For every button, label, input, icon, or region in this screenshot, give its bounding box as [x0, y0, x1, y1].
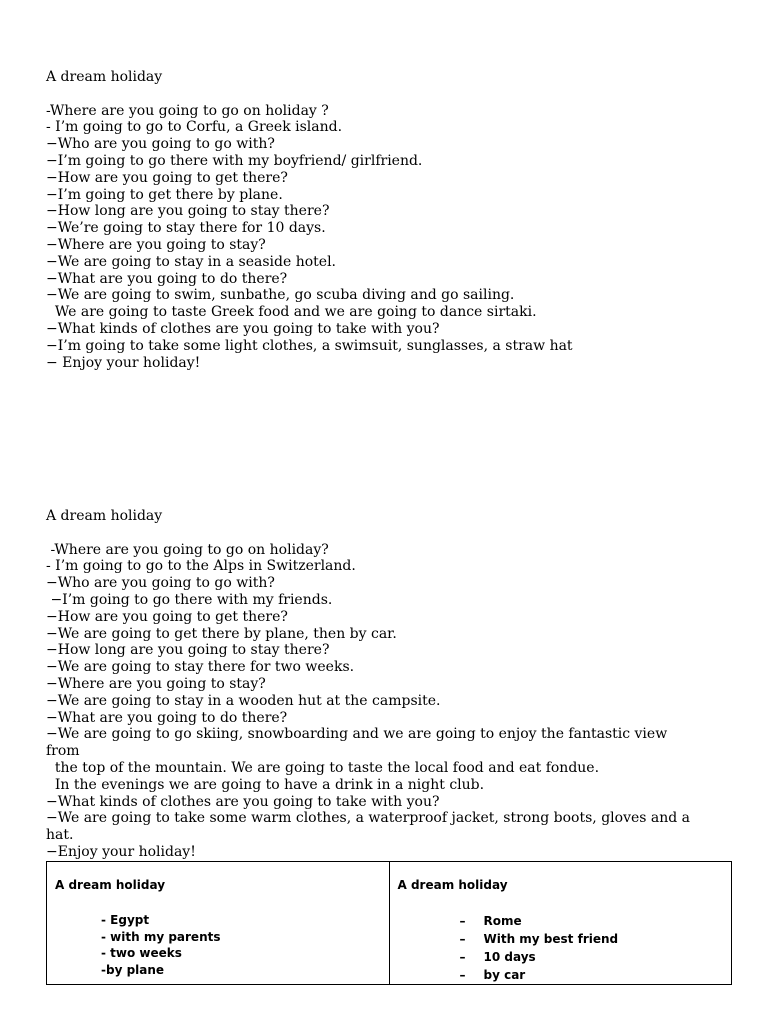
summary-table [46, 861, 732, 985]
dialogue-line: −How are you going to get there? [46, 608, 288, 625]
dialogue-line: −We are going to go skiing, snowboarding and we are going to enjoy the fantastic view [46, 726, 668, 743]
dialogue-line: −We are going to stay there for two weeks. [46, 659, 355, 676]
list-item: - two weeks [101, 946, 182, 960]
dialogue-line: −We are going to stay in a seaside hotel. [46, 253, 337, 270]
dialogue-1 [46, 69, 573, 371]
dialogue-line: −Where are you going to stay? [46, 675, 266, 692]
dialogue-line: −Who are you going to go with? [46, 575, 275, 592]
summary-left-title: A dream holiday [55, 878, 166, 892]
dialogue-line: In the evenings we are going to have a drink in a night club. [46, 776, 485, 793]
summary-right-list [398, 912, 724, 984]
list-item: – 10 days [484, 948, 724, 966]
dialogue-line: hat. [46, 827, 74, 844]
dialogue-line: −We are going to swim, sunbathe, go scuba diving and go sailing. [46, 287, 515, 304]
dialogue-line: -Where are you going to go on holiday? [46, 541, 329, 558]
dialogue-line: - I’m going to go to the Alps in Switzerland. [46, 558, 356, 575]
summary-cell-right [389, 862, 732, 985]
dialogue-line: −What are you going to do there? [46, 270, 288, 287]
list-item: - Egypt [101, 913, 150, 927]
list-item: – With my best friend [484, 930, 724, 948]
dialogue-line: −I’m going to get there by plane. [46, 186, 283, 203]
summary-right-title: A dream holiday [397, 878, 508, 892]
dialogue-line: −We are going to take some warm clothes, a waterproof jacket, strong boots, gloves and a [46, 810, 691, 827]
dialogue-line: −Where are you going to stay? [46, 236, 266, 253]
dialogue-2 [46, 508, 690, 861]
dialogue-line: −How long are you going to stay there? [46, 203, 330, 220]
dialogue-1-title: A dream holiday [46, 69, 163, 85]
dialogue-line: the top of the mountain. We are going to taste the local food and eat fondue. [46, 759, 600, 776]
dialogue-line: −What are you going to do there? [46, 709, 288, 726]
dialogue-line: −Who are you going to go with? [46, 136, 275, 153]
list-item: – by car [484, 966, 724, 984]
summary-cell-left [47, 862, 390, 985]
dialogue-line: −What kinds of clothes are you going to take with you? [46, 793, 440, 810]
dialogue-line: −We are going to get there by plane, then by car. [46, 625, 397, 642]
dialogue-line: −We’re going to stay there for 10 days. [46, 220, 326, 237]
dialogue-line: −Enjoy your holiday! [46, 843, 196, 860]
dialogue-2-title: A dream holiday [46, 508, 163, 524]
dialogue-line: −What kinds of clothes are you going to take with you? [46, 320, 440, 337]
dialogue-line: -Where are you going to go on holiday ? [46, 102, 329, 119]
dialogue-line: −How long are you going to stay there? [46, 642, 330, 659]
dialogue-line: −How are you going to get there? [46, 169, 288, 186]
list-item: -by plane [101, 962, 165, 977]
summary-left-list [55, 912, 381, 978]
dialogue-line: We are going to taste Greek food and we are going to dance sirtaki. [46, 304, 537, 321]
dialogue-line: from [46, 743, 80, 760]
dialogue-line: −We are going to stay in a wooden hut at the campsite. [46, 692, 441, 709]
dialogue-line: −I’m going to go there with my boyfriend/ girlfriend. [46, 152, 423, 169]
dialogue-line: − Enjoy your holiday! [46, 354, 201, 371]
dialogue-line: −I’m going to take some light clothes, a swimsuit, sunglasses, a straw hat [46, 337, 573, 354]
list-item: - with my parents [101, 929, 221, 944]
dialogue-line: −I’m going to go there with my friends. [46, 591, 333, 608]
list-item: – Rome [484, 912, 724, 930]
dialogue-line: - I’m going to go to Corfu, a Greek island. [46, 119, 343, 136]
